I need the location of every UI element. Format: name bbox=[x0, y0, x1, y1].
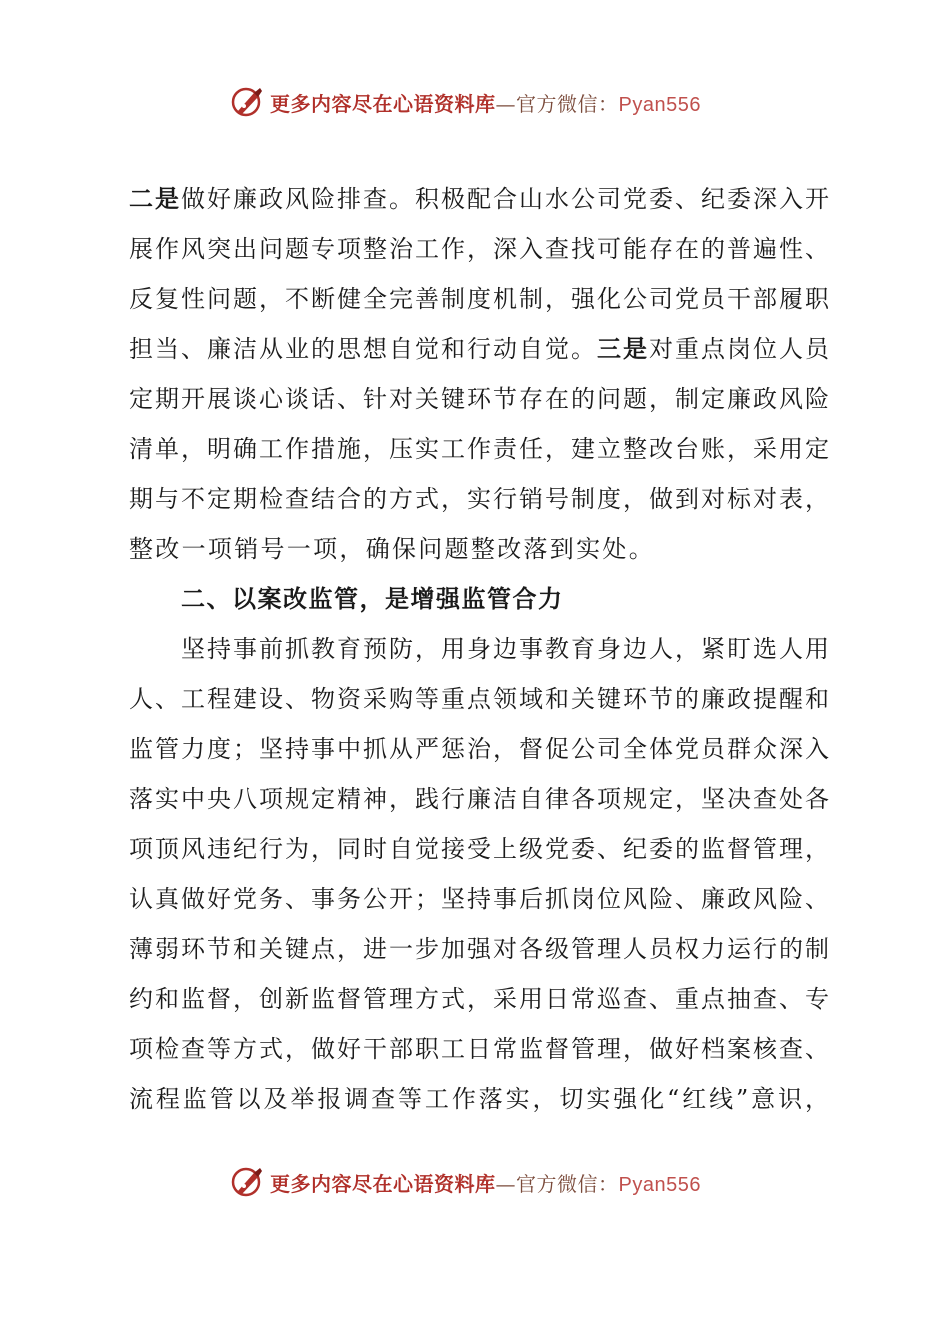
pen-logo-icon bbox=[230, 84, 266, 120]
banner-title: 更多内容尽在心语资料库 bbox=[270, 91, 496, 116]
banner-dash: — bbox=[495, 1171, 516, 1196]
document-body bbox=[129, 174, 829, 1124]
line-text: 对重点岗位人员 bbox=[649, 335, 829, 363]
banner-text bbox=[270, 88, 701, 117]
banner-dash: — bbox=[495, 91, 516, 116]
paragraph-line bbox=[129, 324, 829, 374]
paragraph-line: 认真做好党务、事务公开；坚持事后抓岗位风险、廉政风险、 bbox=[129, 885, 829, 913]
paragraph-line: 整改一项销号一项，确保问题整改落到实处。 bbox=[129, 535, 655, 563]
banner-wechat-label: 官方微信： bbox=[516, 91, 619, 116]
paragraph-line: 清单，明确工作措施，压实工作责任，建立整改台账，采用定 bbox=[129, 435, 829, 463]
paragraph-line: 坚持事前抓教育预防，用身边事教育身边人，紧盯选人用 bbox=[181, 635, 829, 663]
paragraph-line: 薄弱环节和关键点，进一步加强对各级管理人员权力运行的制 bbox=[129, 935, 829, 963]
header-banner bbox=[230, 82, 750, 122]
paragraph-line: 反复性问题，不断健全完善制度机制，强化公司党员干部履职 bbox=[129, 285, 829, 313]
banner-wechat-id: Pyan556 bbox=[618, 93, 701, 116]
banner-text bbox=[270, 1168, 701, 1197]
paragraph-line: 项检查等方式，做好干部职工日常监督管理，做好档案核查、 bbox=[129, 1035, 829, 1063]
paragraph-line: 人、工程建设、物资采购等重点领域和关键环节的廉政提醒和 bbox=[129, 685, 829, 713]
section-heading: 二、以案改监管，是增强监管合力 bbox=[181, 584, 564, 613]
paragraph-line: 监管力度；坚持事中抓从严惩治，督促公司全体党员群众深入 bbox=[129, 735, 829, 763]
footer-banner bbox=[230, 1162, 750, 1202]
paragraph-line: 约和监督，创新监督管理方式，采用日常巡查、重点抽查、专 bbox=[129, 985, 829, 1013]
line-text: 做好廉政风险排查。积极配合山水公司党委、纪委深入开 bbox=[181, 185, 829, 213]
paragraph-line: 落实中央八项规定精神，践行廉洁自律各项规定，坚决查处各 bbox=[129, 785, 829, 813]
line-text: 担当、廉洁从业的思想自觉和行动自觉。 bbox=[129, 335, 597, 363]
paragraph-line bbox=[129, 174, 829, 224]
emphasis-lead: 三是 bbox=[597, 334, 649, 363]
paragraph-line: 定期开展谈心谈话、针对关键环节存在的问题，制定廉政风险 bbox=[129, 385, 829, 413]
banner-wechat-label: 官方微信： bbox=[516, 1171, 619, 1196]
paragraph-line: 展作风突出问题专项整治工作，深入查找可能存在的普遍性、 bbox=[129, 235, 829, 263]
banner-title: 更多内容尽在心语资料库 bbox=[270, 1171, 496, 1196]
paragraph-line: 项顶风违纪行为，同时自觉接受上级党委、纪委的监督管理， bbox=[129, 835, 829, 863]
banner-wechat-id: Pyan556 bbox=[618, 1173, 701, 1196]
paragraph-line: 流程监管以及举报调查等工作落实，切实强化“红线”意识， bbox=[129, 1085, 829, 1113]
pen-logo-icon bbox=[230, 1164, 266, 1200]
emphasis-lead: 二是 bbox=[129, 184, 181, 213]
paragraph-line: 期与不定期检查结合的方式，实行销号制度，做到对标对表， bbox=[129, 485, 829, 513]
